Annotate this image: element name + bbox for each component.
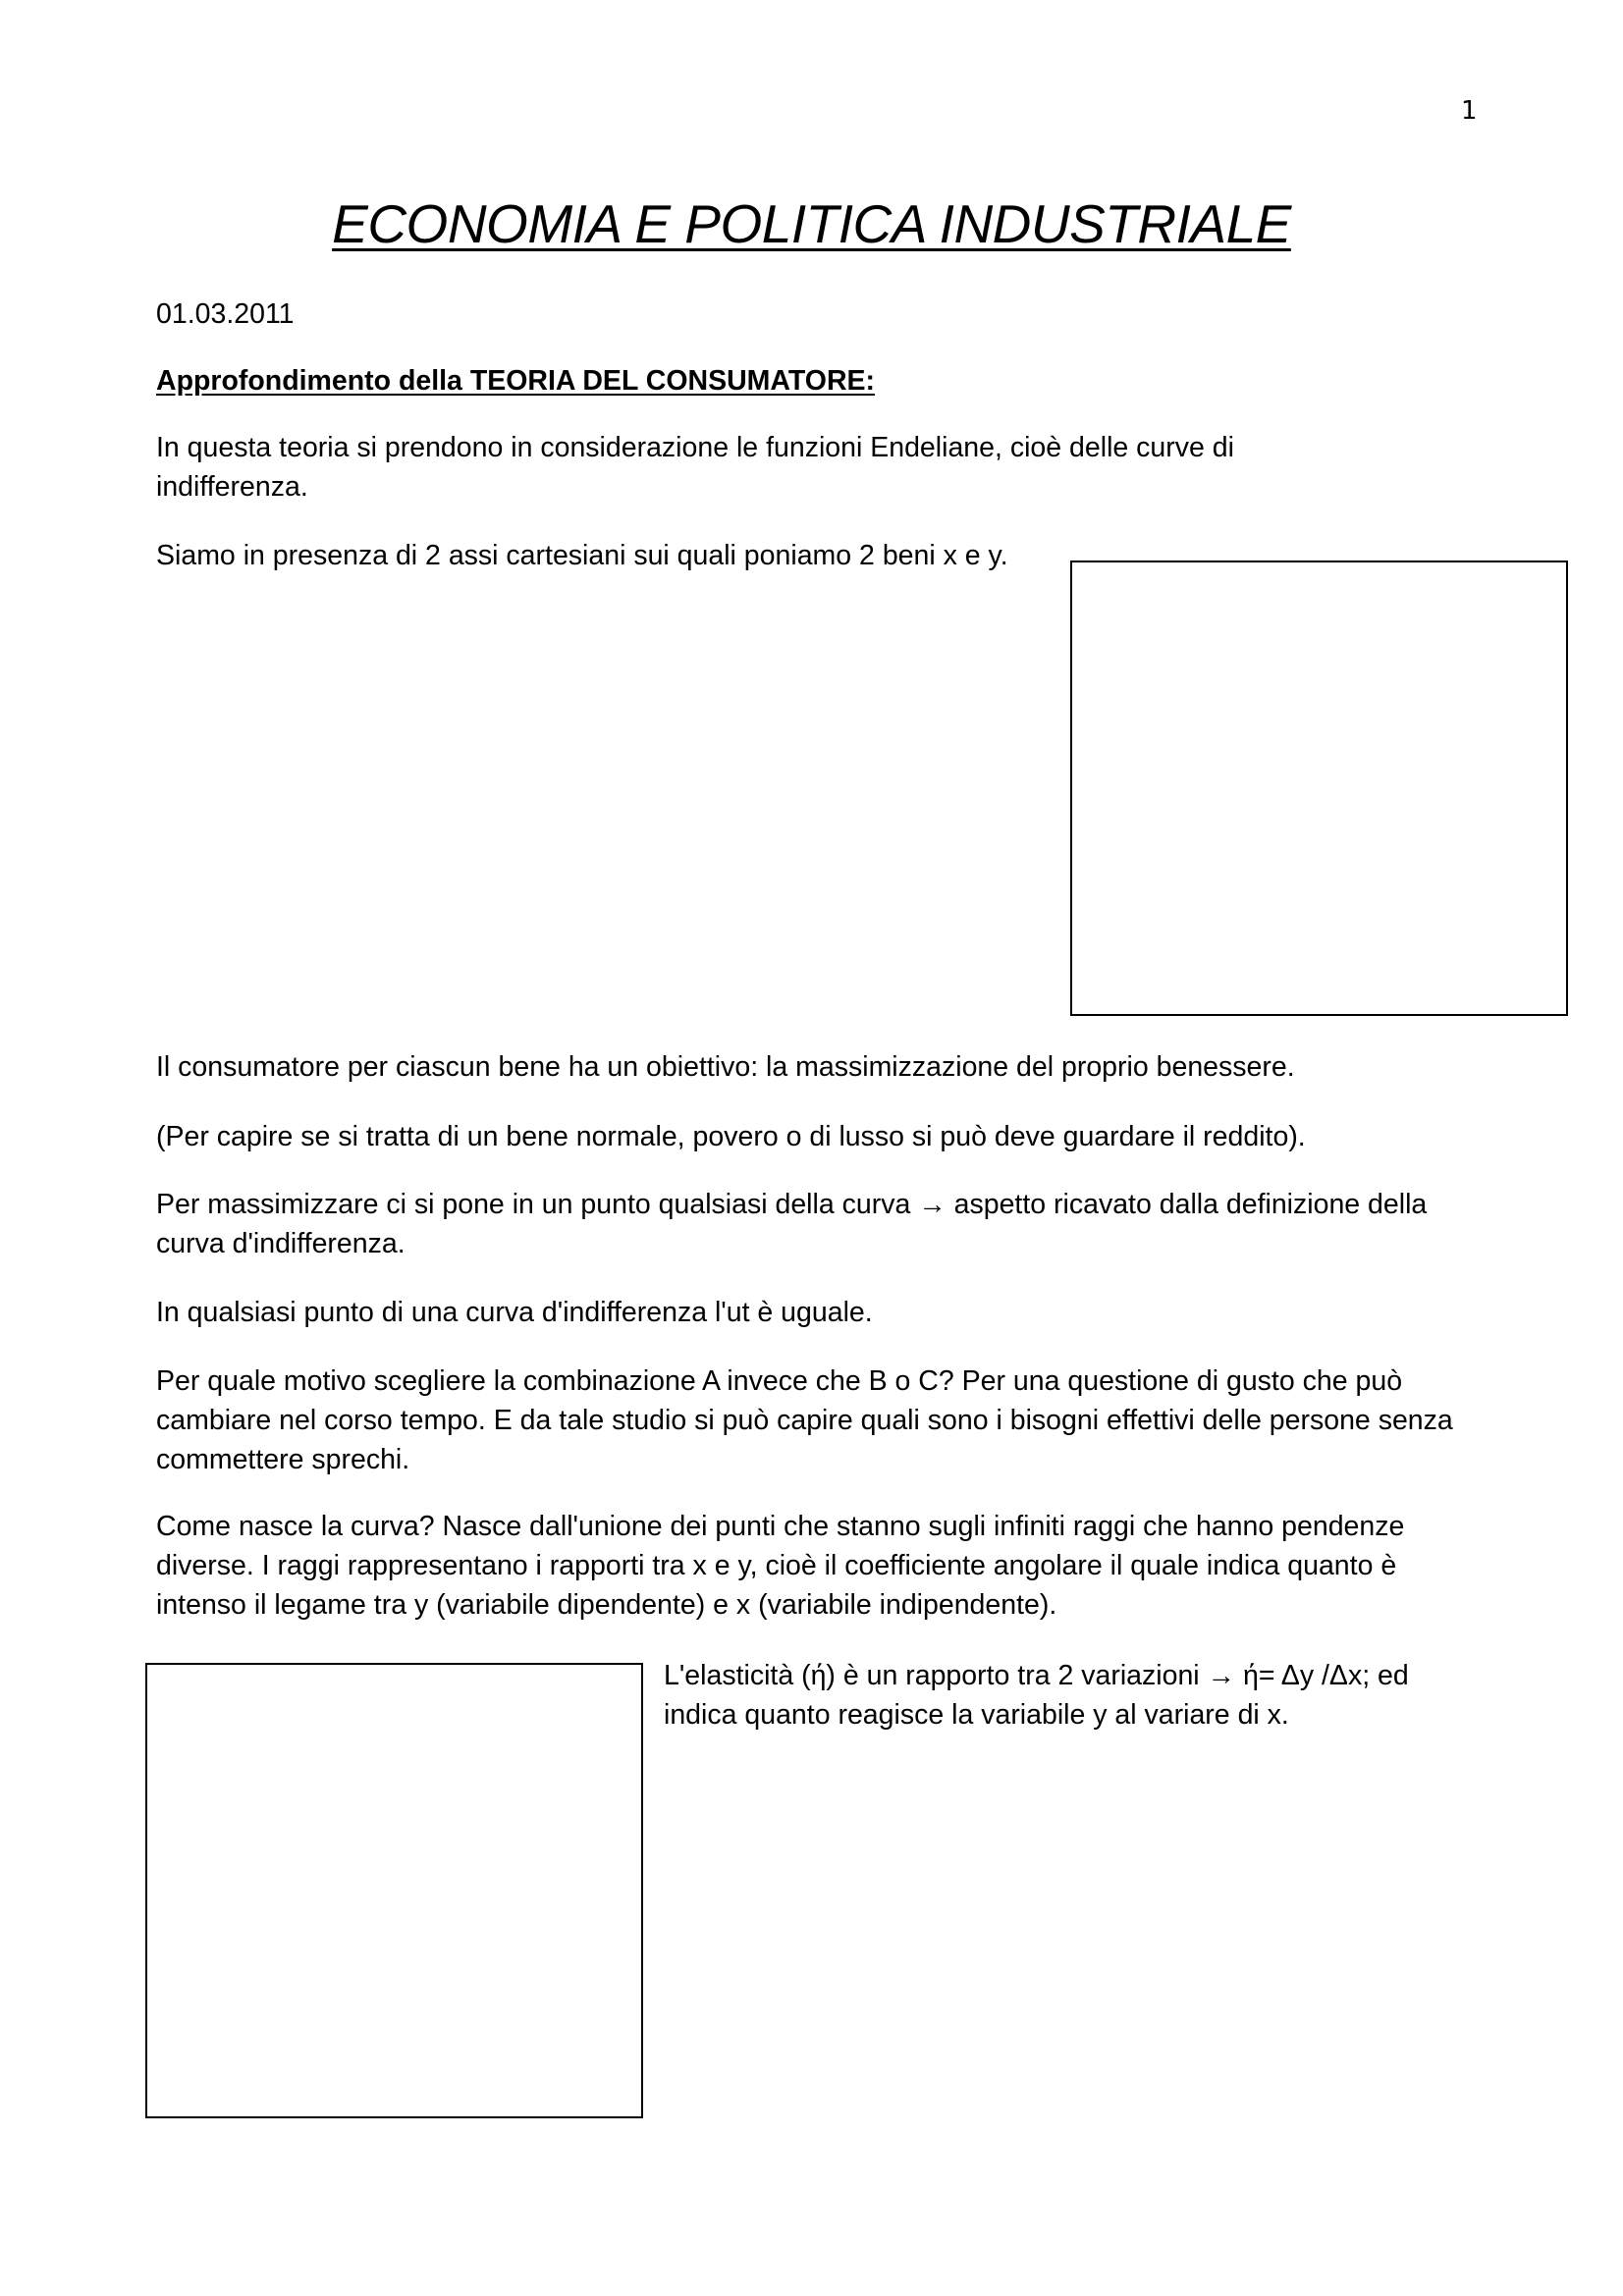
paragraph-income-note: (Per capire se si tratta di un bene normale, povero o di lusso si può deve guardare il reddito). xyxy=(156,1121,1306,1152)
paragraph-elasticity: L'elasticità (ή) è un rapporto tra 2 variazioni → ή= Δy /Δx; ed indica quanto reagisce la variabile y al variare di x. xyxy=(664,1660,1409,1731)
paragraph-curve-origin: Come nasce la curva? Nasce dall'unione dei punti che stanno sugli infiniti raggi che hanno pendenze diverse. I raggi rappresentano i rapporti tra x e y, cioè il coefficiente angolare il quale indica quanto è intenso il legame tra y (variabile dipendente) e x (variabile indipendente). xyxy=(156,1511,1405,1621)
paragraph-maximization: Per massimizzare ci si pone in un punto qualsiasi della curva → aspetto ricavato dalla definizione della curva d'indifferenza. xyxy=(156,1189,1428,1259)
figure-placeholder-indifference-graph xyxy=(1070,561,1568,1016)
paragraph-consumer-objective: Il consumatore per ciascun bene ha un obiettivo: la massimizzazione del proprio benessere. xyxy=(156,1051,1295,1083)
figure-placeholder-elasticity-graph xyxy=(145,1663,643,2118)
paragraph-combination-choice: Per quale motivo scegliere la combinazione A invece che B o C? Per una questione di gusto che può cambiare nel corso tempo. E da tale studio si può capire quali sono i bisogni effettivi delle persone senza commettere sprechi. xyxy=(156,1365,1453,1475)
document-title: ECONOMIA E POLITICA INDUSTRIALE xyxy=(332,193,1291,254)
document-date: 01.03.2011 xyxy=(156,298,295,330)
paragraph-cartesian-axes: Siamo in presenza di 2 assi cartesiani sui quali poniamo 2 beni x e y. xyxy=(156,540,1008,571)
paragraph-equal-utility: In qualsiasi punto di una curva d'indifferenza l'ut è uguale. xyxy=(156,1297,873,1328)
section-heading: Approfondimento della TEORIA DEL CONSUMATORE: xyxy=(156,365,876,397)
paragraph-indifference-curves: In questa teoria si prendono in considerazione le funzioni Endeliane, cioè delle curve di indifferenza. xyxy=(156,432,1234,503)
page-number: 1 xyxy=(1461,96,1478,126)
